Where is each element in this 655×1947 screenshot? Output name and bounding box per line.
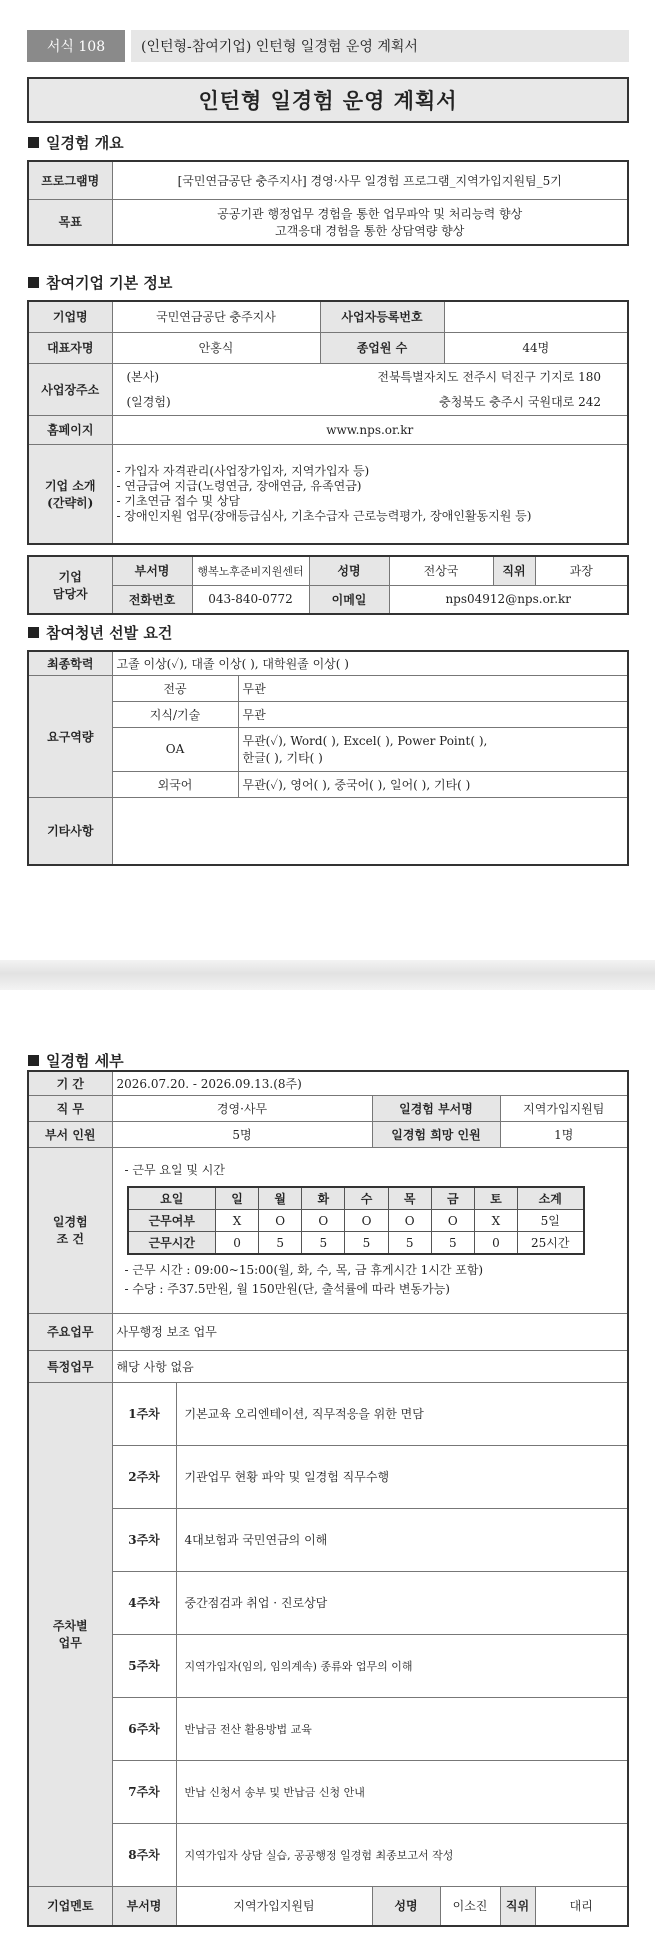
contact-phone-label: 전화번호	[112, 585, 192, 614]
section-company-heading: 참여기업 기본 정보	[28, 272, 172, 293]
special-task-value: 해당 사항 없음	[112, 1350, 628, 1382]
main-task-value: 사무행정 보조 업무	[112, 1313, 628, 1350]
week-row: 5주차 지역가입자(임의, 임의계속) 종류와 업무의 이해	[28, 1634, 628, 1697]
job-value: 경영·사무	[112, 1095, 372, 1121]
goal-label: 목표	[28, 199, 112, 245]
contact-email-label: 이메일	[309, 585, 389, 614]
work-hours-note: - 근무 시간 : 09:00~15:00(월, 화, 수, 목, 금 휴게시간 1시간 포함)	[124, 1263, 484, 1277]
mentor-dept-label: 부서명	[112, 1886, 176, 1926]
contact-email[interactable]: nps04912@nps.or.kr	[389, 585, 628, 614]
job-label: 직 무	[28, 1095, 112, 1121]
page-separator	[0, 960, 655, 990]
week-row: 7주차 반납 신청서 송부 및 반납금 신청 안내	[28, 1760, 628, 1823]
mentor-row	[28, 1886, 628, 1926]
details-table	[27, 1070, 629, 1927]
major-label: 전공	[112, 675, 238, 701]
employees-count: 44명	[444, 332, 628, 363]
biz-no	[444, 301, 628, 332]
page-2	[0, 990, 655, 1947]
week-row: 2주차 기관업무 현황 파악 및 일경험 직무수행	[28, 1445, 628, 1508]
week-row: 주차별 업무 1주차 기본교육 오리엔테이션, 직무적응을 위한 면담	[28, 1382, 628, 1445]
goal-value: 공공기관 행정업무 경험을 통한 업무파악 및 처리능력 향상 고객응대 경험을 통한 상담역량 향상	[112, 199, 628, 245]
program-label: 프로그램명	[28, 161, 112, 199]
want-value: 1명	[500, 1121, 628, 1147]
schedule-table: 요일 일 월 화 수 목 금 토 소계 근무여부 X O O O O O X 5일 근무시간 0 5 5 5 5 5 0 25시간	[127, 1186, 585, 1255]
major-value: 무관	[238, 675, 628, 701]
etc-label: 기타사항	[28, 797, 112, 865]
homepage-label: 홈페이지	[28, 415, 112, 444]
mentor-position: 대리	[535, 1886, 628, 1926]
biz-no-label: 사업자등록번호	[320, 301, 444, 332]
contact-name: 전상국	[389, 556, 493, 585]
main-task-label: 주요업무	[28, 1313, 112, 1350]
staff-value: 5명	[112, 1121, 372, 1147]
company-intro: - 가입자 자격관리(사업장가입자, 지역가입자 등) - 연금급여 지급(노령연금, 장애연금, 유족연금) - 기초연금 접수 및 상담 - 장애인지원 업무(장애등급심사, 기초수급자 근로능력평가, 장애인활동지원 등)	[112, 444, 628, 544]
req-label: 요구역량	[28, 675, 112, 797]
mentor-name: 이소진	[440, 1886, 500, 1926]
want-label: 일경험 희망 인원	[372, 1121, 500, 1147]
company-name: 국민연금공단 충주지사	[112, 301, 320, 332]
mentor-label: 기업멘토	[28, 1886, 112, 1926]
period-value: 2026.07.20. - 2026.09.13.(8주)	[112, 1071, 628, 1095]
work-conditions	[112, 1147, 628, 1313]
week-row: 3주차 4대보험과 국민연금의 이해	[28, 1508, 628, 1571]
section-details-heading: 일경험 세부	[28, 1050, 124, 1071]
staff-label: 부서 인원	[28, 1121, 112, 1147]
square-bullet-icon	[28, 1055, 39, 1066]
knowledge-value: 무관	[238, 701, 628, 727]
contact-position-label: 직위	[493, 556, 535, 585]
oa-value: 무관(✓), Word( ), Excel( ), Power Point( ), 한글( ), 기타( )	[238, 727, 628, 771]
week-row: 4주차 중간점검과 취업 · 진로상담	[28, 1571, 628, 1634]
form-code: 서식 108	[27, 30, 125, 62]
form-header	[27, 30, 629, 62]
cond-title: - 근무 요일 및 시간	[124, 1163, 225, 1177]
homepage-link[interactable]: www.nps.or.kr	[112, 415, 628, 444]
form-title: (인턴형-참여기업) 인턴형 일경험 운영 계획서	[131, 30, 629, 62]
oa-label: OA	[112, 727, 238, 771]
lang-value: 무관(✓), 영어( ), 중국어( ), 일어( ), 기타( )	[238, 771, 628, 797]
cond-label: 일경험 조 건	[28, 1147, 112, 1313]
allowance-note: - 수당 : 주37.5만원, 월 150만원(단, 출석률에 따라 변동가능)	[124, 1282, 450, 1296]
special-task-label: 특정업무	[28, 1350, 112, 1382]
square-bullet-icon	[28, 277, 39, 288]
contact-dept-label: 부서명	[112, 556, 192, 585]
page-1	[0, 0, 655, 960]
section-selection-heading: 참여청년 선발 요건	[28, 622, 172, 643]
work-dept-value: 지역가입지원팀	[500, 1095, 628, 1121]
ceo-name: 안홍식	[112, 332, 320, 363]
weekly-label: 주차별 업무	[28, 1382, 112, 1886]
edu-label: 최종학력	[28, 651, 112, 675]
edu-value: 고졸 이상(✓), 대졸 이상( ), 대학원졸 이상( )	[112, 651, 628, 675]
schedule-row-work: 근무여부 X O O O O O X 5일	[128, 1210, 584, 1232]
lang-label: 외국어	[112, 771, 238, 797]
company-name-label: 기업명	[28, 301, 112, 332]
week-row: 6주차 반납금 전산 활용방법 교육	[28, 1697, 628, 1760]
address-label: 사업장주소	[28, 363, 112, 415]
ceo-label: 대표자명	[28, 332, 112, 363]
selection-table	[27, 650, 629, 866]
mentor-name-label: 성명	[372, 1886, 440, 1926]
schedule-row-hours: 근무시간 0 5 5 5 5 5 0 25시간	[128, 1232, 584, 1255]
etc-value	[112, 797, 628, 865]
square-bullet-icon	[28, 137, 39, 148]
company-table	[27, 300, 629, 545]
period-label: 기 간	[28, 1071, 112, 1095]
contact-label: 기업 담당자	[28, 556, 112, 614]
document-title: 인턴형 일경험 운영 계획서	[27, 77, 629, 123]
employees-label: 종업원 수	[320, 332, 444, 363]
mentor-dept: 지역가입지원팀	[176, 1886, 372, 1926]
knowledge-label: 지식/기술	[112, 701, 238, 727]
square-bullet-icon	[28, 627, 39, 638]
contact-name-label: 성명	[309, 556, 389, 585]
work-dept-label: 일경험 부서명	[372, 1095, 500, 1121]
contact-dept: 행복노후준비지원센터	[192, 556, 309, 585]
contact-phone: 043-840-0772	[192, 585, 309, 614]
address-value: (본사) 전북특별자치도 전주시 덕진구 기지로 180 (일경험) 충청북도 충주시 국원대로 242	[112, 363, 628, 415]
mentor-position-label: 직위	[500, 1886, 535, 1926]
overview-table	[27, 160, 629, 246]
contact-position: 과장	[535, 556, 628, 585]
intro-label: 기업 소개 (간략히)	[28, 444, 112, 544]
section-overview-heading: 일경험 개요	[28, 132, 124, 153]
contact-table	[27, 555, 629, 615]
program-value: [국민연금공단 충주지사] 경영·사무 일경험 프로그램_지역가입지원팀_5기	[112, 161, 628, 199]
week-row: 8주차 지역가입자 상담 실습, 공공행정 일경험 최종보고서 작성	[28, 1823, 628, 1886]
